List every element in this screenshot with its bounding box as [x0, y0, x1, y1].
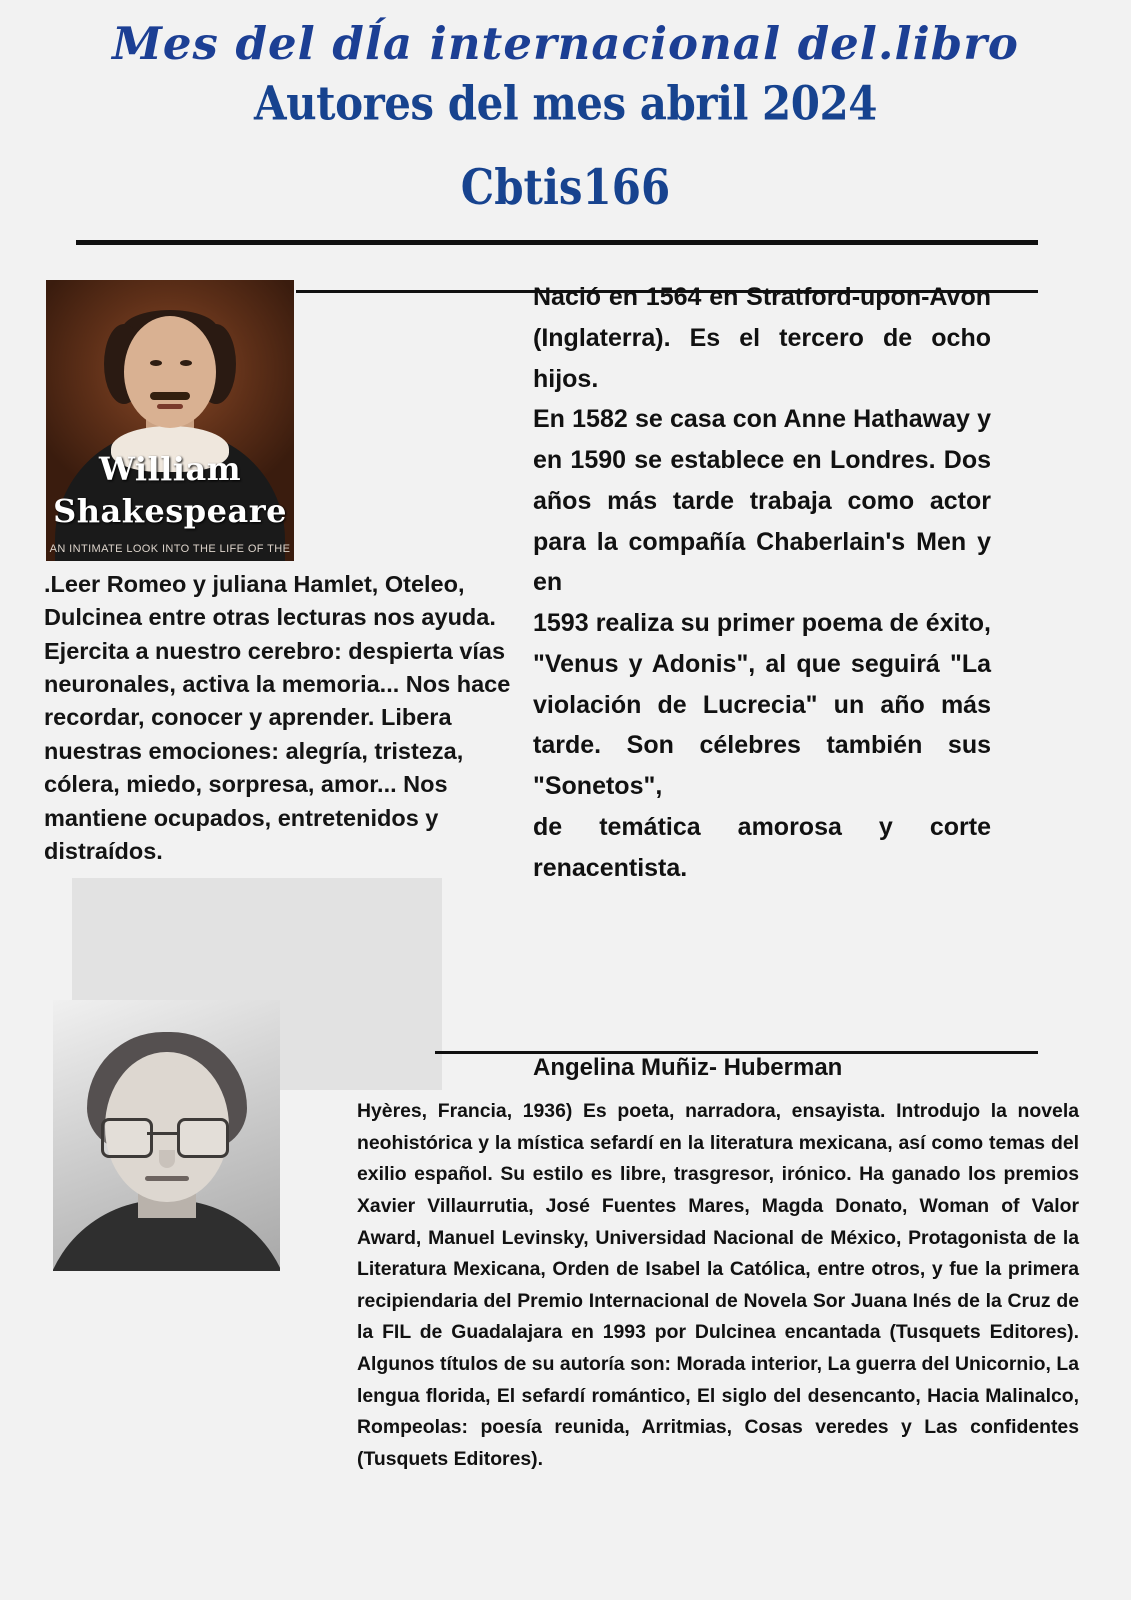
- divider-top: [76, 240, 1038, 245]
- reading-benefits-text: .Leer Romeo y juliana Hamlet, Oteleo, Dulcinea entre otras lecturas nos ayuda. Ejercita a nuestro cerebro: despierta vías neuronales, activa la memoria... Nos hace recordar, conocer y aprender. Libera nuestras emociones: alegría, tristeza, cólera, miedo, sorpresa, amor... Nos mantiene ocupados, entretenidos y distraídos.: [44, 571, 511, 864]
- header-title-line2: Autores del mes abril 2024: [254, 75, 877, 131]
- poster-header: [0, 17, 1131, 216]
- portrait-eye-right: [180, 360, 192, 366]
- shakespeare-portrait: [46, 280, 294, 561]
- portrait-name-line1: William: [98, 450, 242, 488]
- angelina-glasses-right: [177, 1118, 229, 1158]
- portrait-name-line2: Shakespeare: [53, 492, 287, 530]
- shakespeare-biography: [533, 277, 991, 888]
- header-title-line3: Cbtis166: [460, 158, 671, 216]
- portrait-face: [124, 316, 216, 428]
- angelina-glasses-bridge: [147, 1132, 177, 1135]
- portrait-eye-left: [150, 360, 162, 366]
- angelina-name: Angelina Muñiz- Huberman: [533, 1054, 843, 1081]
- portrait-mouth: [157, 404, 183, 409]
- angelina-portrait: [53, 1000, 280, 1271]
- angelina-glasses-left: [101, 1118, 153, 1158]
- shakespeare-bio-paragraph-3: 1593 realiza su primer poema de éxito, "Venus y Adonis", al que seguirá "La violación de Lucrecia" un año más tarde. Son célebres también sus "Sonetos",: [533, 609, 991, 800]
- portrait-moustache: [150, 392, 190, 400]
- portrait-caption: AN INTIMATE LOOK INTO THE LIFE OF THE: [49, 543, 291, 555]
- shakespeare-bio-paragraph-2: En 1582 se casa con Anne Hathaway y en 1590 se establece en Londres. Dos años más tarde trabaja como actor para la compañía Chaberlain's Men y en: [533, 405, 991, 597]
- angelina-mouth: [145, 1176, 189, 1181]
- angelina-biography: Hyères, Francia, 1936) Es poeta, narradora, ensayista. Introdujo la novela neohistórica y la mística sefardí en la literatura mexicana, así como temas del exilio español. Su estilo es libre, trasgresor, irónico. Ha ganado los premios Xavier Villaurrutia, José Fuentes Mares, Magda Donato, Woman of Valor Award, Manuel Levinsky, Universidad Nacional de México, Protagonista de la Literatura Mexicana, Orden de Isabel la Católica, entre otros, y fue la primera recipiendaria del Premio Internacional de Novela Sor Juana Inés de la Cruz de la FIL de Guadalajara en 1993 por Dulcinea encantada (Tusquets Editores). Algunos títulos de su autoría son: Morada interior, La guerra del Unicornio, La lengua florida, El sefardí romántico, El siglo del desencanto, Hacia Malinalco, Rompeolas: poesía reunida, Arritmias, Cosas veredes y Las confidentes (Tusquets Editores).: [357, 1100, 1079, 1470]
- header-title-line1: Mes del dĺa internacional del.libro: [112, 17, 1019, 70]
- angelina-nose: [159, 1150, 175, 1168]
- shakespeare-bio-paragraph-1: Nació en 1564 en Stratford-upon-Avon (Inglaterra). Es el tercero de ocho hijos.: [533, 283, 991, 393]
- shakespeare-bio-paragraph-4: de temática amorosa y corte renacentista.: [533, 812, 991, 882]
